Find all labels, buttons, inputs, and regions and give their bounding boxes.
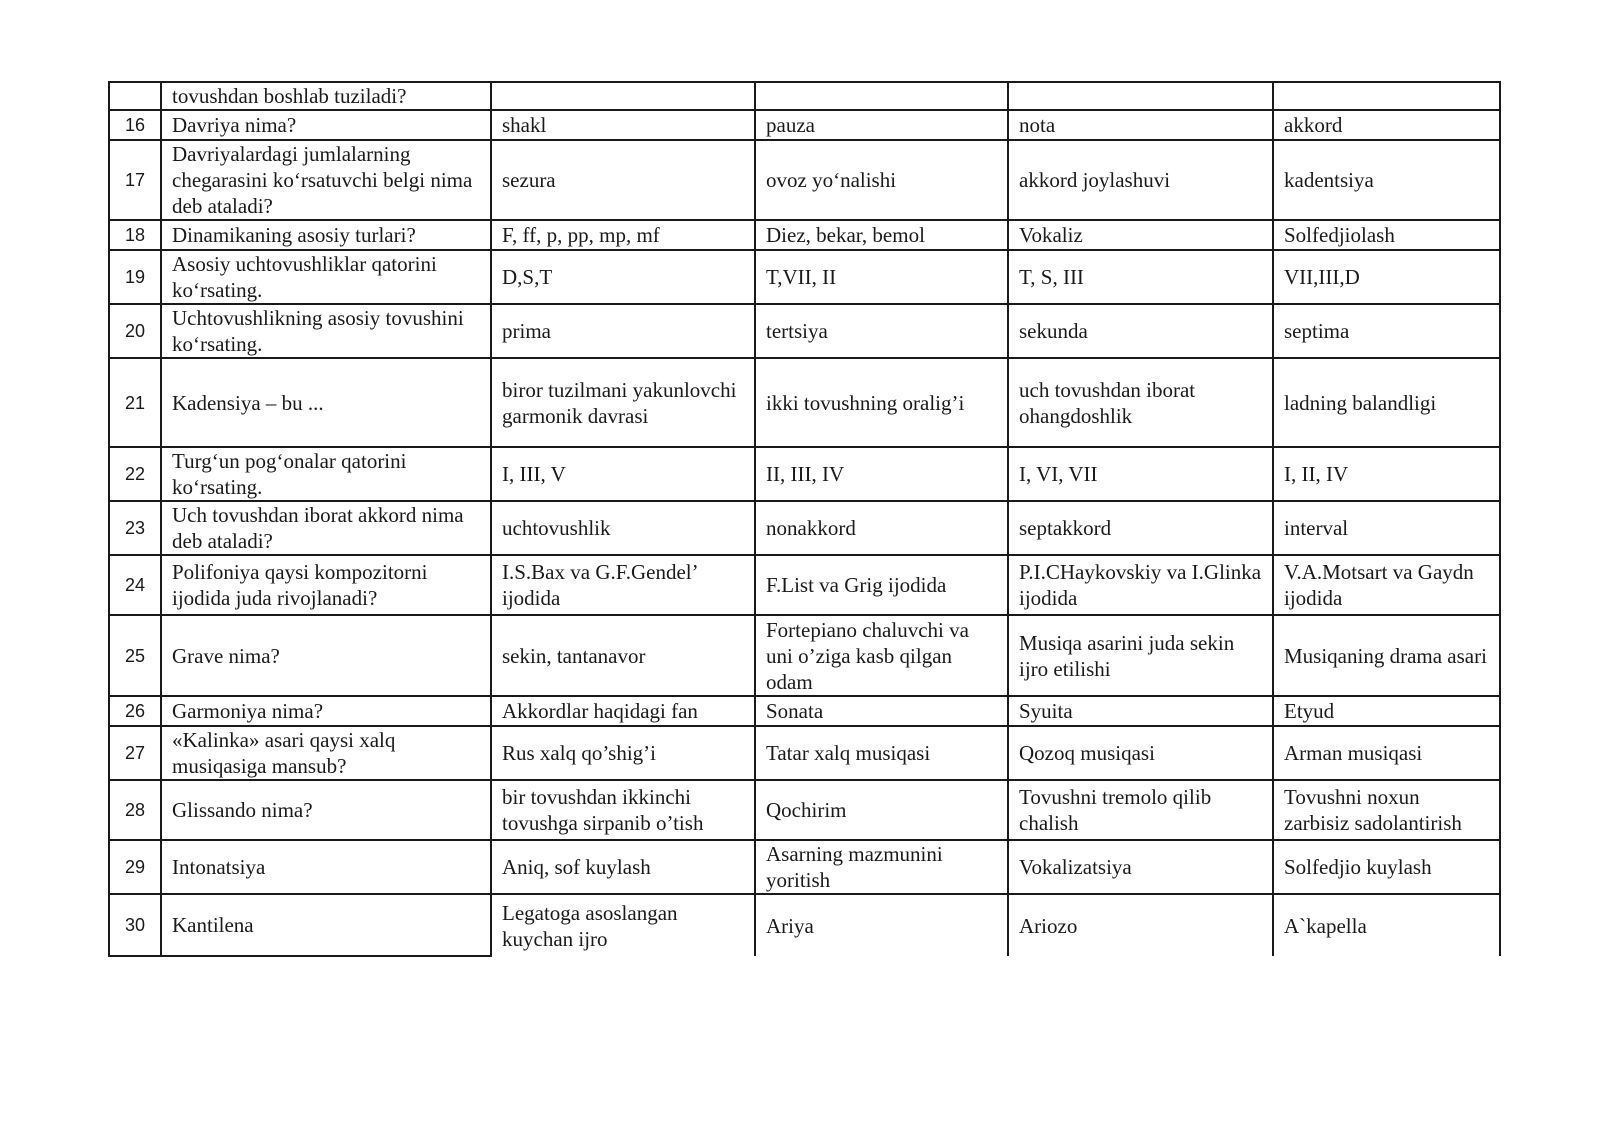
question-number: 23: [109, 501, 161, 555]
answer-b: Sonata: [755, 696, 1008, 726]
answer-c: [1008, 82, 1273, 110]
question-text: «Kalinka» asari qaysi xalq musiqasiga mansub?: [161, 726, 491, 780]
question-number: 28: [109, 780, 161, 840]
answer-d: VII,III,D: [1273, 250, 1500, 304]
answer-c: I, VI, VII: [1008, 447, 1273, 501]
answer-a: Aniq, sof kuylash: [491, 840, 755, 894]
answer-d: A`kapella: [1273, 894, 1500, 956]
question-number: 27: [109, 726, 161, 780]
answer-b: nonakkord: [755, 501, 1008, 555]
answer-a: I, III, V: [491, 447, 755, 501]
question-text: Davriya nima?: [161, 110, 491, 140]
answer-a: Legatoga asoslangan kuychan ijro: [491, 894, 755, 956]
question-text: Turg‘un pog‘onalar qatorini ko‘rsating.: [161, 447, 491, 501]
answer-c: nota: [1008, 110, 1273, 140]
answer-c: sekunda: [1008, 304, 1273, 358]
table-row: [109, 82, 1500, 110]
answer-d: Arman musiqasi: [1273, 726, 1500, 780]
answer-a: D,S,T: [491, 250, 755, 304]
answer-d: ladning balandligi: [1273, 358, 1500, 447]
answer-c: Tovushni tremolo qilib chalish: [1008, 780, 1273, 840]
answer-a: biror tuzilmani yakunlovchi garmonik davrasi: [491, 358, 755, 447]
answer-c: Ariozo: [1008, 894, 1273, 956]
answer-d: [1273, 82, 1500, 110]
answer-b: Asarning mazmunini yoritish: [755, 840, 1008, 894]
answer-b: F.List va Grig ijodida: [755, 555, 1008, 615]
table-row: [109, 250, 1500, 304]
answer-b: [755, 82, 1008, 110]
question-text: Grave nima?: [161, 615, 491, 696]
answer-a: uchtovushlik: [491, 501, 755, 555]
answer-d: kadentsiya: [1273, 140, 1500, 220]
answer-c: akkord joylashuvi: [1008, 140, 1273, 220]
answer-c: septakkord: [1008, 501, 1273, 555]
table-row: [109, 110, 1500, 140]
answer-a: bir tovushdan ikkinchi tovushga sirpanib o’tish: [491, 780, 755, 840]
answer-c: uch tovushdan iborat ohangdoshlik: [1008, 358, 1273, 447]
answer-d: interval: [1273, 501, 1500, 555]
answer-b: Tatar xalq musiqasi: [755, 726, 1008, 780]
question-number: 18: [109, 220, 161, 250]
answer-c: Qozoq musiqasi: [1008, 726, 1273, 780]
question-number: 16: [109, 110, 161, 140]
answer-a: F, ff, p, pp, mp, mf: [491, 220, 755, 250]
answer-d: akkord: [1273, 110, 1500, 140]
table-row: [109, 304, 1500, 358]
answer-b: ovoz yo‘nalishi: [755, 140, 1008, 220]
answer-a: sezura: [491, 140, 755, 220]
answer-d: septima: [1273, 304, 1500, 358]
answer-a: shakl: [491, 110, 755, 140]
answer-a: I.S.Bax va G.F.Gendel’ ijodida: [491, 555, 755, 615]
table-row: [109, 358, 1500, 447]
answer-b: Fortepiano chaluvchi va uni o’ziga kasb qilgan odam: [755, 615, 1008, 696]
question-text: Asosiy uchtovushliklar qatorini ko‘rsating.: [161, 250, 491, 304]
answer-c: P.I.CHaykovskiy va I.Glinka ijodida: [1008, 555, 1273, 615]
table-row: [109, 615, 1500, 696]
question-text: Glissando nima?: [161, 780, 491, 840]
answer-b: Diez, bekar, bemol: [755, 220, 1008, 250]
question-text: Uch tovushdan iborat akkord nima deb ataladi?: [161, 501, 491, 555]
question-text: tovushdan boshlab tuziladi?: [161, 82, 491, 110]
answer-b: Qochirim: [755, 780, 1008, 840]
question-number: 24: [109, 555, 161, 615]
answer-c: Vokaliz: [1008, 220, 1273, 250]
question-number: 21: [109, 358, 161, 447]
question-number: 17: [109, 140, 161, 220]
table-row: [109, 780, 1500, 840]
table-row: [109, 696, 1500, 726]
answer-c: Syuita: [1008, 696, 1273, 726]
answer-a: [491, 82, 755, 110]
answer-b: pauza: [755, 110, 1008, 140]
question-number: 22: [109, 447, 161, 501]
answer-a: Akkordlar haqidagi fan: [491, 696, 755, 726]
answer-d: Tovushni noxun zarbisiz sadolantirish: [1273, 780, 1500, 840]
answer-d: V.A.Motsart va Gaydn ijodida: [1273, 555, 1500, 615]
answer-d: Solfedjiolash: [1273, 220, 1500, 250]
question-text: Intonatsiya: [161, 840, 491, 894]
question-number: 29: [109, 840, 161, 894]
question-text: Kadensiya – bu ...: [161, 358, 491, 447]
question-text: Davriyalardagi jumlalarning chegarasini ko‘rsatuvchi belgi nima deb ataladi?: [161, 140, 491, 220]
question-number: [109, 82, 161, 110]
table-row: [109, 840, 1500, 894]
answer-b: ikki tovushning oralig’i: [755, 358, 1008, 447]
answer-c: T, S, III: [1008, 250, 1273, 304]
answer-b: II, III, IV: [755, 447, 1008, 501]
answer-a: Rus xalq qo’shig’i: [491, 726, 755, 780]
answer-d: Solfedjio kuylash: [1273, 840, 1500, 894]
question-number: 19: [109, 250, 161, 304]
answer-c: Vokalizatsiya: [1008, 840, 1273, 894]
question-text: Uchtovushlikning asosiy tovushini ko‘rsating.: [161, 304, 491, 358]
question-number: 30: [109, 894, 161, 956]
answer-b: T,VII, II: [755, 250, 1008, 304]
table-row: [109, 501, 1500, 555]
table-row: [109, 726, 1500, 780]
table-row: [109, 894, 1500, 956]
answer-d: Etyud: [1273, 696, 1500, 726]
answer-d: Musiqaning drama asari: [1273, 615, 1500, 696]
answer-c: Musiqa asarini juda sekin ijro etilishi: [1008, 615, 1273, 696]
answer-b: Ariya: [755, 894, 1008, 956]
table-row: [109, 140, 1500, 220]
question-text: Kantilena: [161, 894, 491, 956]
question-number: 20: [109, 304, 161, 358]
question-text: Dinamikaning asosiy turlari?: [161, 220, 491, 250]
quiz-table: [108, 81, 1501, 957]
table-row: [109, 220, 1500, 250]
answer-a: prima: [491, 304, 755, 358]
answer-a: sekin, tantanavor: [491, 615, 755, 696]
question-number: 26: [109, 696, 161, 726]
question-text: Garmoniya nima?: [161, 696, 491, 726]
answer-b: tertsiya: [755, 304, 1008, 358]
answer-d: I, II, IV: [1273, 447, 1500, 501]
table-row: [109, 555, 1500, 615]
question-number: 25: [109, 615, 161, 696]
question-text: Polifoniya qaysi kompozitorni ijodida juda rivojlanadi?: [161, 555, 491, 615]
table-row: [109, 447, 1500, 501]
